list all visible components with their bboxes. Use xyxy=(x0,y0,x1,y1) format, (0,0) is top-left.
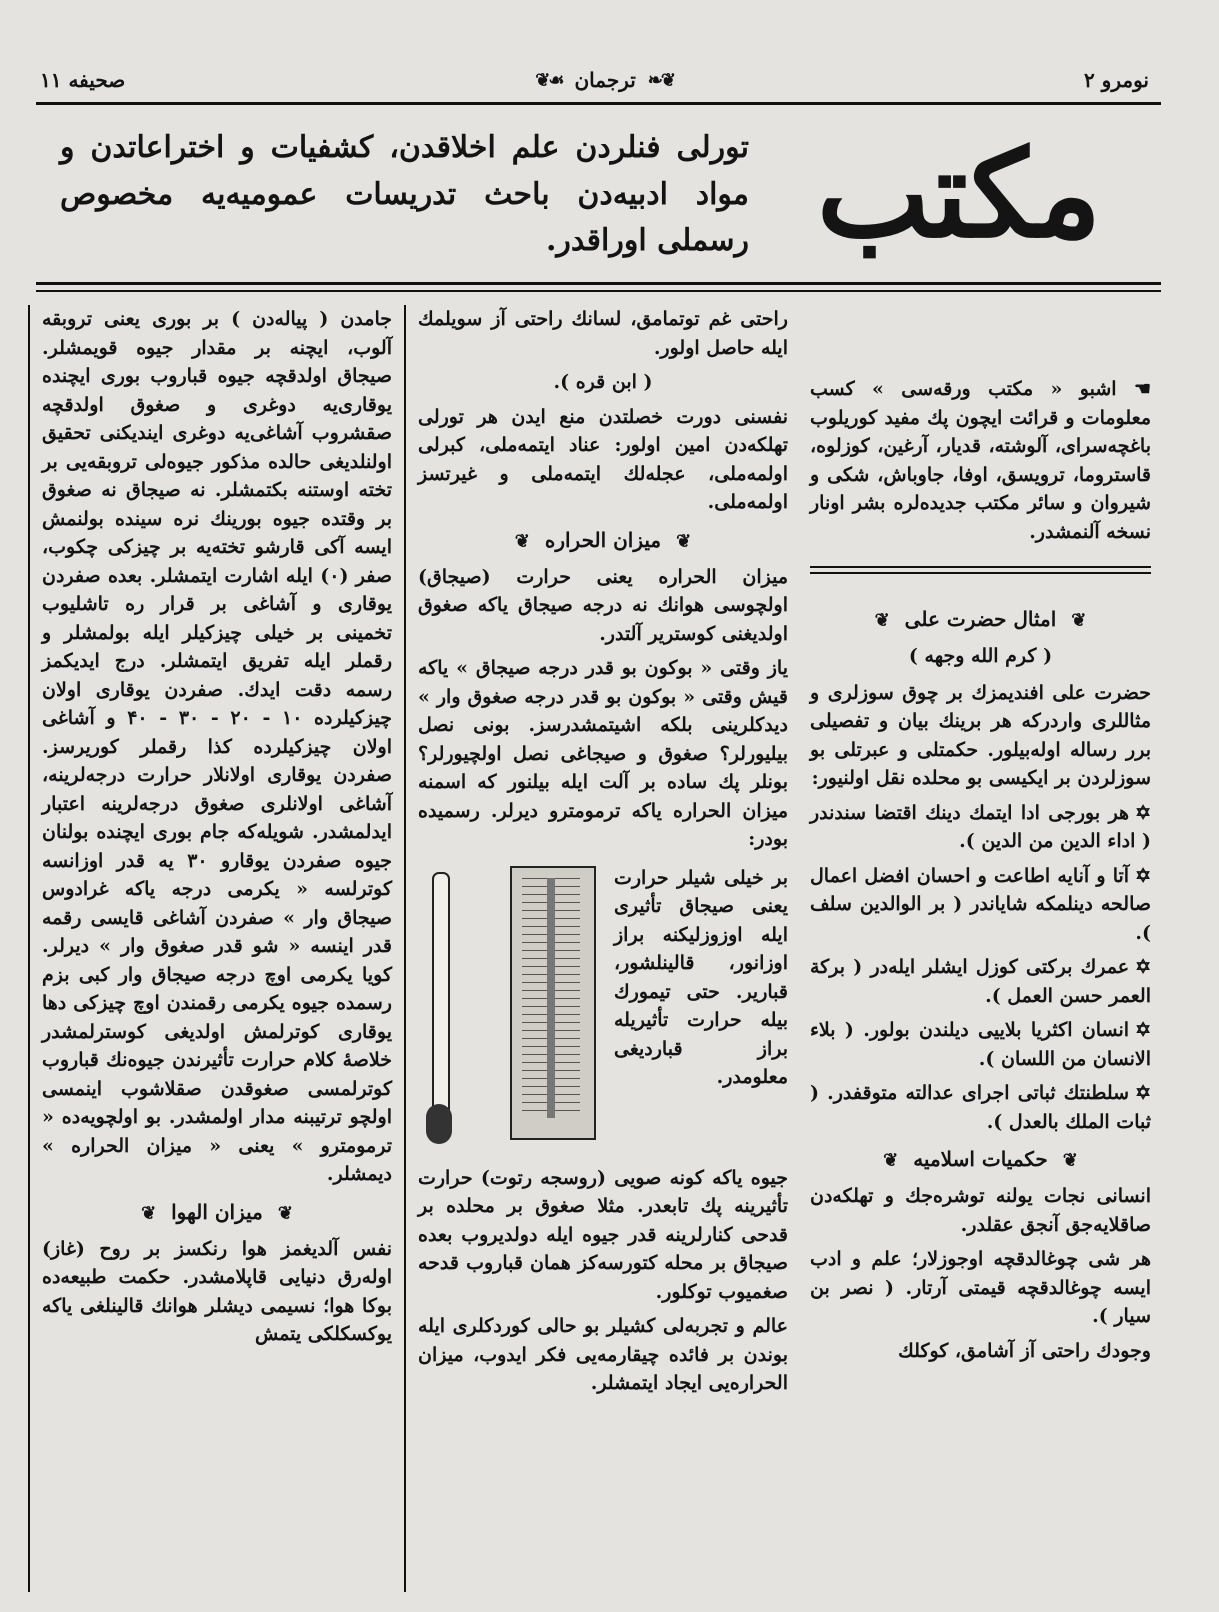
article-columns xyxy=(28,305,1161,1592)
ornament-icon: ❦ xyxy=(277,1202,293,1224)
journal-tagline: تورلی فنلردن علم اخلاقدن، كشفیات و اختراعاتدن و مواد ادبیه‌دن باحث تدریسات عمومیه‌یه مخصوص رسملی اوراقدر. xyxy=(60,130,749,259)
section-divider xyxy=(810,566,1151,574)
issue-number: نومرو ۲ xyxy=(1083,68,1149,92)
figure-caption-text: بر خیلی شیلر حرارت یعنی صیجاق تأثیری ایله اوزوزلیكنه براز اوزانور، قالینلشور، قباریر. حتی تیمورك بیله حرارت تأثیریله براز قباردیغی معلومدر. xyxy=(614,866,788,1088)
section-heading xyxy=(535,68,674,92)
body-paragraph: جیوه یاكه كونه صویی (روسجه رتوت) حرارت تأثیرینه پك تابعدر. مثلا صغوق بر محلده بر قدحی كنارلرینه قدر جیوه ایله دولدیروب بعده صیجاق بر محله كتورسه‌كز همان قباروب قدحه صغمیوب توكلور. xyxy=(418,1166,788,1303)
right-column xyxy=(800,305,1161,1592)
body-paragraph: جامدن ( پیاله‌دن ) بر بوری یعنی تروبقه آلوب، ایچنه بر مقدار جیوه قویمشلر. صیجاق اولدقچه جیوه قباروب بوری ایچنده یوقاری‌یه دوغری و صغوق اولدقچه صقشروب آشاغی‌یه دوغری ایندیكنی تحقیق اولنلدیغی حالده مذكور جیوه‌لی تروبقه‌یی بر تخته اوستنه بكتمشلر. نه صیجاق نه صغوق بر وقتده جیوه بورینك نره سینده بولنمش ایسه آكی قارشو تخته‌یه بر چیزكی چكوب، صفر (٠) ایله اشارت ایتمشلر. بعده صفردن یوقاری و آشاغی بر قرار ره تاشلیوب تخمینی بر خیلی چیزكیلر ایله بولمشلر و رقملر ایله تفریق ایتمشلر. درج ایدیكمز رسمه دقت ایدك. صفردن یوقاری اولان چیزكیلرده ۱۰ - ۲۰ - ۳۰ - ۴۰ و آشاغی اولان چیزكیلرده كذا رقملر كوریرسز. صفردن یوقاری اولانلار حرارت درجه‌لرینه، آشاغی اولانلری صغوق درجه‌لرینه اعتبار ایدلمشدر. شویله‌كه جام بوری ایچنده بولنان جیوه صفردن یوقارو ۳۰ یه قدر اوزانسه كوترلسه « یكرمی درجه یاكه غرادوس صیجاق وار » صفردن آشاغی قایسی رقمه قدر اینسه « شو قدر صغوق وار » دیرلر. كویا یكرمی اوچ درجه صیجاق وار كبی بزم رسمده جیوه یكرمی رقمندن اوچ چیزكی دها یوقاری كوترلمش اولدیغی كوسترلمشدر خلاصهٔ كلام حرارت تأثیرندن جیوه‌نك قباروب كوترلمسی صغوقدن صقلاشوب اینمسی اولچو ترتیبنه مدار اولمشدر. بو اولچویه‌ده « ترمومترو » یعنی « میزان الحراره » دیمشلر. xyxy=(42,308,392,1185)
body-paragraph: راحتی غم توتمامق، لسانك راحتی آز سویلمك ایله حاصل اولور. xyxy=(418,308,788,359)
journal-logo: مكتب xyxy=(816,124,1102,265)
star-bullet-icon: ✡ xyxy=(1135,801,1151,824)
masthead-rule-thin xyxy=(36,290,1161,292)
hikmet-paragraph: انسانی نجات یولنه توشره‌جك و تهلكه‌دن صاقلایه‌جق آنجق عقلدر. xyxy=(810,1185,1151,1236)
middle-column xyxy=(404,305,800,1592)
ornament-icon: ❦ xyxy=(676,530,692,552)
ornament-icon: ❦❧ xyxy=(647,69,674,91)
list-item: ✡انسان اكثریا بلاییی دیلندن بولور. ( بلاء الانسان من اللسان ). xyxy=(810,1019,1151,1070)
thermometer-tube xyxy=(432,872,450,1116)
body-paragraph: یاز وقتی « بوكون بو قدر درجه صیجاق » یاكه قیش وقتی « بوكون بو قدر درجه صغوق وار » دیدكلرینی بلكه اشیتمشدرسز. بونی نصل بیلیورلر؟ صغوق و صیجاغی نصل اولچیورلر؟ بونلر پك ساده بر آلت ایله بیلنور كه اسمنه میزان الحراره یاكه ترمومترو دیرلر. رسمیده بودر: xyxy=(418,657,788,850)
header-rule xyxy=(36,102,1161,105)
ornament-icon: ❦ xyxy=(1071,610,1087,631)
list-item: ✡هر بورجی ادا ایتمك دینك اقتضا سندندر ( اداء الدین من الدین ). xyxy=(810,801,1151,852)
ornament-icon: ❦ xyxy=(141,1202,157,1224)
body-paragraph: عالم و تجربه‌لی كشیلر بو حالی كوردكلری ایله بوندن بر فائده چیقارمه‌یی فكر ایدوب، میزان الحراره‌یی ایجاد ایتمشلر. xyxy=(418,1315,788,1394)
emsal-subtitle: ( كرم الله وجهه ) xyxy=(908,645,1053,667)
ornament-icon: ❦ xyxy=(883,1150,899,1171)
pointing-hand-icon: ☚ xyxy=(1133,378,1151,400)
star-bullet-icon: ✡ xyxy=(1135,864,1151,887)
intro-paragraph: ☚ اشبو « مكتب ورقه‌سی » كسب معلومات و قرائت ایچون پك مفید كوریلوب باغچه‌سرای، آلوشته، قدیار، آرغین، كوزلوه، قاستروما، ترویسق، اوفا، جاوباش، شكی و شیروان و سائر مكتب جدیده‌لره بشر اونار نسخه آلنمشدر. xyxy=(810,378,1151,543)
ornament-icon: ❦ xyxy=(1062,1150,1078,1171)
body-paragraph: نفسنی دورت خصلتدن منع ایدن هر تورلی تهلكه‌دن امین اولور: عناد ایتمه‌ملی، كبرلی اولمه‌ملی، عجله‌لك ایتمه‌ملی و غیرتسز اولمه‌ملی. xyxy=(418,405,788,513)
page-header xyxy=(40,60,1149,100)
star-bullet-icon: ✡ xyxy=(1135,1082,1151,1104)
thermometer-bulb xyxy=(426,1104,452,1144)
mizan-heading: ❦ میزان الحراره ❦ xyxy=(514,527,692,552)
page-number: صحیفه ۱۱ xyxy=(40,68,126,92)
hikmet-heading: ❦ حكمیات اسلامیه ❦ xyxy=(883,1147,1078,1171)
ornament-icon: ❦ xyxy=(514,530,530,552)
ornament-icon: ☙❦ xyxy=(535,69,563,91)
thermometer-column xyxy=(547,878,555,1118)
emsal-intro: حضرت علی افندیمزك بر چوق سوزلری و مثاللری واردركه هر برینك بیان و تفصیلی برر رساله اوله‌بیلور. حكمتلی و عبرتلی بو سوزلردن بر ایكیسی بو محلده نقل اولنیور: xyxy=(810,681,1151,789)
star-bullet-icon: ✡ xyxy=(1135,956,1151,978)
hikmet-paragraph: وجودك راحتی آز آشامق، كوكلك xyxy=(898,1339,1151,1362)
hava-heading: ❦ میزان الهوا ❦ xyxy=(141,1199,293,1224)
emsal-heading: ❦ امثال حضرت علی ❦ xyxy=(874,607,1087,631)
ornament-icon: ❦ xyxy=(874,610,890,631)
masthead xyxy=(40,110,1149,280)
thermometer-figure xyxy=(418,864,788,1154)
section-title: ترجمان xyxy=(574,68,636,92)
body-paragraph: میزان الحراره یعنی حرارت (صیجاق) اولچوسی هوانك نه درجه صیجاق یاكه صغوق اولدیغنی كوستریر آلتدر. xyxy=(418,565,788,645)
list-item: ✡آتا و آنایه اطاعت و احسان افضل اعمال صالحه دینلمكه شایاندر ( بر الوالدین سلف ). xyxy=(810,864,1151,944)
left-column xyxy=(28,305,404,1592)
masthead-rule xyxy=(36,282,1161,285)
list-item: ✡سلطنتك ثباتی اجرای عدالته متوقفدر. ( ثبات الملك بالعدل ). xyxy=(810,1082,1151,1133)
star-bullet-icon: ✡ xyxy=(1135,1019,1151,1041)
body-paragraph: نفس آلدیغمز هوا رنكسز بر روح (غاز) اوله‌رق دنیایی قاپلامشدر. حكمت طبیعه‌ده بوكا هوا؛ نسیمی دیشلر هوانك قالینلغی یاكه یوكسكلكی یتمش xyxy=(42,1237,392,1345)
hikmet-paragraph: هر شی چوغالدقچه اوجوزلار؛ علم و ادب ایسه چوغالدقچه قیمتی آرتار. ( نصر بن سیار ). xyxy=(810,1248,1151,1327)
thermometer-illustration xyxy=(418,864,608,1154)
quote-source: ( ابن قره ). xyxy=(553,371,653,393)
list-item: ✡عمرك بركتی كوزل ایشلر ایله‌در ( بركة العمر حسن العمل ). xyxy=(810,956,1151,1007)
